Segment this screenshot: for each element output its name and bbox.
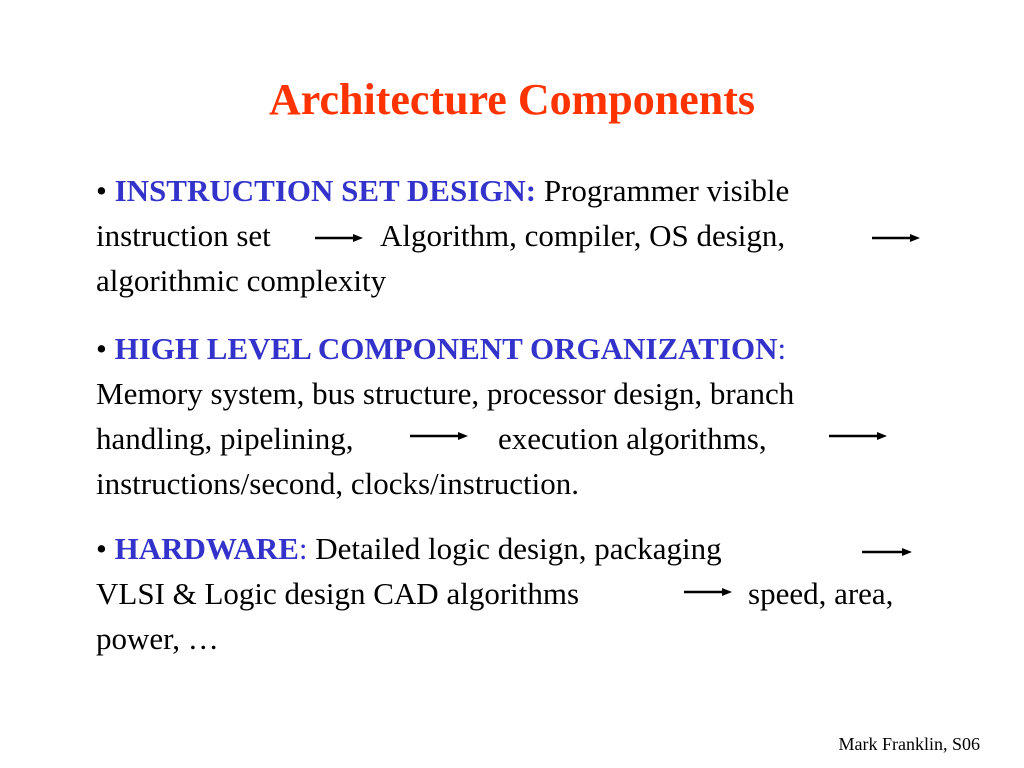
bullet-heading: INSTRUCTION SET DESIGN: xyxy=(114,173,537,208)
bullet-text: Memory system, bus structure, processor design, branch xyxy=(96,376,795,411)
arrow-right-icon xyxy=(684,586,732,598)
bullet-line xyxy=(96,326,786,371)
bullet-marker: • xyxy=(96,331,107,366)
arrow-right-icon xyxy=(315,232,363,244)
arrow-right-icon xyxy=(829,430,887,442)
bullet-line xyxy=(96,258,386,303)
bullet-marker: • xyxy=(96,531,107,566)
bullet-line xyxy=(96,371,794,416)
bullet-line xyxy=(96,571,894,616)
footer-author: Mark Franklin, S06 xyxy=(838,734,980,754)
arrow-right-icon xyxy=(410,430,468,442)
arrow-right-icon xyxy=(862,546,912,558)
bullet-marker: • xyxy=(96,173,107,208)
bullet-line xyxy=(96,213,786,258)
bullet-text: algorithmic complexity xyxy=(96,263,387,298)
bullet-heading-colon: : xyxy=(777,331,787,366)
arrow-right-icon xyxy=(872,232,920,244)
bullet-line xyxy=(96,526,722,571)
bullet-line xyxy=(96,168,789,213)
bullet-text: speed, area, xyxy=(748,576,894,611)
bullet-text: execution algorithms, xyxy=(498,421,767,456)
bullet-line xyxy=(96,461,579,506)
bullet-text: VLSI & Logic design CAD algorithms xyxy=(96,576,580,611)
bullet-text: Algorithm, compiler, OS design, xyxy=(380,218,786,253)
bullet-line xyxy=(96,616,219,661)
bullet-text: power, … xyxy=(96,621,219,656)
slide-title: Architecture Components xyxy=(269,75,755,124)
bullet-text: handling, pipelining, xyxy=(96,421,354,456)
bullet-text: instructions/second, clocks/instruction. xyxy=(96,466,580,501)
bullet-text: instruction set xyxy=(96,218,271,253)
bullet-text: Programmer visible xyxy=(543,173,790,208)
bullet-line xyxy=(96,416,767,461)
bullet-text: Detailed logic design, packaging xyxy=(315,531,722,566)
bullet-heading: HIGH LEVEL COMPONENT ORGANIZATION xyxy=(114,331,778,366)
bullet-heading: HARDWARE xyxy=(114,531,299,566)
bullet-heading-colon: : xyxy=(298,531,308,566)
